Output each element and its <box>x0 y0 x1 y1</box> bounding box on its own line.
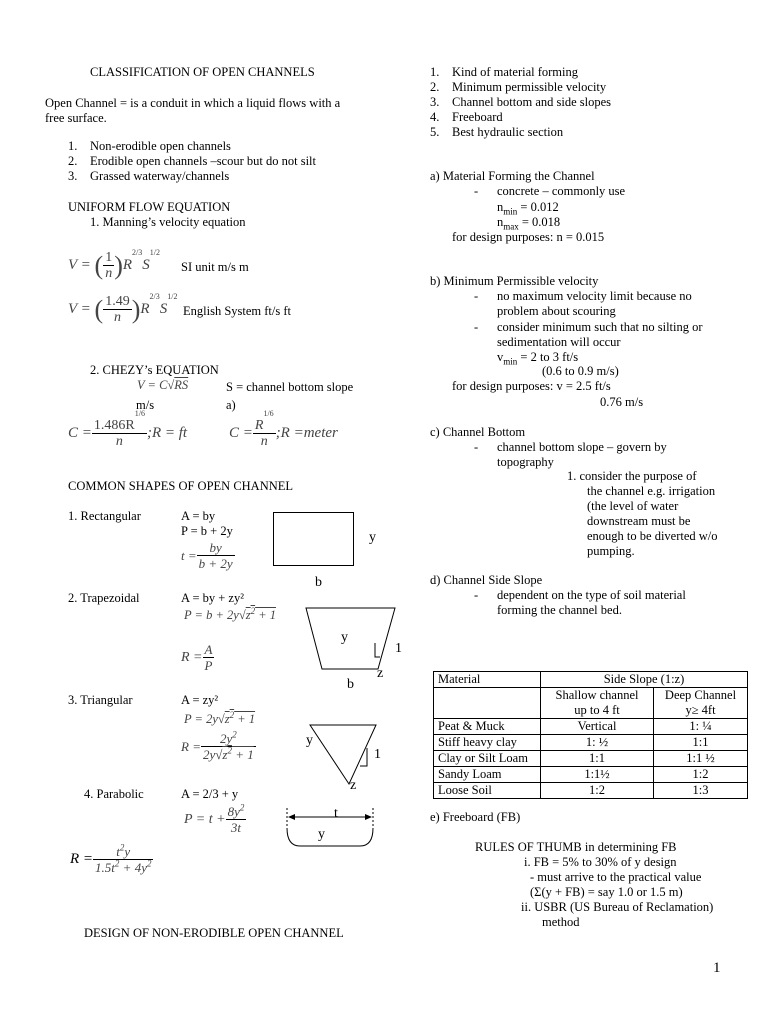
velocity-line-2b: sedimentation will occur <box>497 335 621 349</box>
rule-i-2: - must arrive to the practical value <box>530 870 702 884</box>
section-c-heading: c) Channel Bottom <box>430 425 526 439</box>
table-row: Peat & Muck Vertical 1: ¼ <box>434 719 748 735</box>
parabolic-section-diagram <box>284 806 378 850</box>
manning-si-formula: V = ( $\frac{1}{n}$ )$R^{2/3}S^{1/2}$ <box>68 248 160 281</box>
v-design-si: 0.76 m/s <box>600 395 644 409</box>
velocity-line-2: consider minimum such that no silting or <box>497 320 703 334</box>
side-slope-line-1b: forming the channel bed. <box>497 603 622 617</box>
rectangular-top-width: t = $\frac{by}{b + 2y}$ <box>181 540 233 571</box>
dash: - <box>474 440 479 454</box>
slope-definition: S = channel bottom slope <box>226 380 354 394</box>
rect-b-label: b <box>315 575 322 590</box>
rule-ii: ii. USBR (US Bureau of Reclamation) <box>521 900 714 914</box>
manning-english-units: English System ft/s ft <box>183 304 291 318</box>
dash: - <box>474 289 479 303</box>
list-item: 3. Grassed waterway/channels <box>68 169 230 183</box>
triangular-perimeter: $P = 2y√z^2 + 1$ <box>184 709 256 726</box>
section-e-heading: e) Freeboard (FB) <box>430 810 521 824</box>
rectangular-section-diagram <box>272 511 356 568</box>
manning-si-units: SI unit m/s m <box>181 260 249 274</box>
chezy-a: a) <box>226 398 236 412</box>
dash: - <box>474 320 479 334</box>
concrete-line: concrete – commonly use <box>497 184 626 198</box>
parabolic-radius: R = $\frac{t^2y}{1.5t^2 + 4y^2}$ <box>70 842 152 875</box>
section-a-heading: a) Material Forming the Channel <box>430 169 595 183</box>
trapezoidal-section-diagram <box>300 605 400 675</box>
chezy-coefficient-si: C = $\frac{R^{1/6}}{n}$ ;R =meter <box>229 409 338 449</box>
trapezoidal-perimeter: $P = b + 2y√z^2 + 1$ <box>184 605 277 622</box>
n-max: $n_{max} = 0.018$ <box>497 215 561 232</box>
list-item: 4. Freeboard <box>430 110 503 124</box>
table-row <box>434 688 748 719</box>
rectangular-area: A = by <box>181 509 216 523</box>
section-d-heading: d) Channel Side Slope <box>430 573 543 587</box>
triangular-label: 3. Triangular <box>68 693 133 707</box>
table-row: Stiff heavy clay 1: ½ 1:1 <box>434 735 748 751</box>
hydraulic-radius: R = $\frac{A}{P}$ <box>181 642 213 673</box>
chezy-coefficient-english: C = $\frac{1.486R^{1/6}}{n}$ ;R = ft <box>68 409 188 449</box>
tri-one-label: 1 <box>374 747 381 762</box>
n-design: for design purposes: n = 0.015 <box>452 230 605 244</box>
manning-english-formula: V = ( $\frac{1.49}{n}$ )$R^{2/3}S^{1/2}$ <box>68 292 178 325</box>
bottom-sub-4: downstream must be <box>587 514 691 528</box>
bottom-sub-2: the channel e.g. irrigation <box>587 484 716 498</box>
design-factors-list <box>430 65 611 140</box>
bottom-sub-6: pumping. <box>587 544 635 558</box>
side-slope-line-1: dependent on the type of soil material <box>497 588 686 602</box>
bottom-sub-1: 1. consider the purpose of <box>567 469 697 483</box>
bottom-sub-5: enough to be diverted w/o <box>587 529 718 543</box>
table-row: Loose Soil 1:2 1:3 <box>434 783 748 799</box>
list-item: 3. Channel bottom and side slopes <box>430 95 612 109</box>
definition-line-2: free surface. <box>45 111 107 125</box>
parabolic-perimeter: P = t + $\frac{8y^2}{3t}$ <box>184 802 245 835</box>
side-slope-table <box>433 671 748 799</box>
definition-line-1: Open Channel = is a conduit in which a liquid flows with a <box>45 96 341 110</box>
triangular-radius: R = $\frac{2y^2}{2y√z^2 + 1}$ <box>181 729 254 762</box>
chezy-formula: V = C√RS <box>137 378 189 392</box>
dash: - <box>474 588 479 602</box>
n-min: $n_{min} = 0.012$ <box>497 200 559 217</box>
chezy-item: 2. CHEZY’s EQUATION <box>90 363 219 377</box>
v-min-si: (0.6 to 0.9 m/s) <box>542 364 619 378</box>
para-y-label: y <box>318 827 325 842</box>
list-item: 5. Best hydraulic section <box>430 125 564 139</box>
v-design: for design purposes: v = 2.5 ft/s <box>452 379 611 393</box>
list-item: 1. Kind of material forming <box>430 65 579 79</box>
shapes-heading: COMMON SHAPES OF OPEN CHANNEL <box>68 479 294 493</box>
rectangular-label: 1. Rectangular <box>68 509 141 523</box>
trap-one-label: 1 <box>395 641 402 656</box>
velocity-line-1b: problem about scouring <box>497 304 616 318</box>
table-row: Clay or Silt Loam 1:1 1:1 ½ <box>434 751 748 767</box>
page-number: 1 <box>713 960 721 976</box>
table-header-shallow: Shallow channel up to 4 ft <box>541 688 654 719</box>
bottom-line-1b: topography <box>497 455 554 469</box>
bottom-line-1: channel bottom slope – govern by <box>497 440 667 454</box>
para-t-label: t <box>334 806 338 821</box>
trapezoidal-label: 2. Trapezoidal <box>68 591 140 605</box>
table-header-side-slope: Side Slope (1:z) <box>541 672 748 688</box>
v-min: $v_{min} = 2$ to 3 ft/s <box>497 350 579 367</box>
trapezoidal-area: A = by + zy² <box>181 591 244 605</box>
section-b-heading: b) Minimum Permissible velocity <box>430 274 599 288</box>
rule-i-3: (Σ(y + FB) = say 1.0 or 1.5 m) <box>530 885 683 899</box>
tri-z-label: z <box>350 778 357 793</box>
classification-list <box>68 139 316 184</box>
parabolic-label: 4. Parabolic <box>84 787 144 801</box>
velocity-line-1: no maximum velocity limit because no <box>497 289 692 303</box>
trap-y-label: y <box>341 630 348 645</box>
bottom-sub-3: (the level of water <box>587 499 679 513</box>
trap-b-label: b <box>347 677 354 692</box>
manning-item: 1. Manning’s velocity equation <box>90 215 246 229</box>
table-header-deep: Deep Channel y≥ 4ft <box>654 688 748 719</box>
rectangular-perimeter: P = b + 2y <box>181 524 233 538</box>
uniform-flow-heading: UNIFORM FLOW EQUATION <box>68 200 231 214</box>
chezy-units: m/s <box>136 398 155 412</box>
parabolic-area: A = 2/3 + y <box>181 787 239 801</box>
list-item: 2. Erodible open channels –scour but do not silt <box>68 154 317 168</box>
list-item: 2. Minimum permissible velocity <box>430 80 607 94</box>
tri-y-label: y <box>306 733 313 748</box>
rect-y-label: y <box>369 530 376 545</box>
triangular-section-diagram <box>305 722 380 787</box>
rule-ii-2: method <box>542 915 580 929</box>
dash: - <box>474 184 479 198</box>
trap-z-label: z <box>377 666 384 681</box>
triangular-area: A = zy² <box>181 693 219 707</box>
table-row <box>434 672 748 688</box>
list-item: 1. Non-erodible open channels <box>68 139 231 153</box>
rule-i: i. FB = 5% to 30% of y design <box>524 855 677 869</box>
table-header-material: Material <box>434 672 541 688</box>
rules-heading: RULES OF THUMB in determining FB <box>475 840 677 854</box>
design-heading: DESIGN OF NON-ERODIBLE OPEN CHANNEL <box>84 926 344 940</box>
page-title: CLASSIFICATION OF OPEN CHANNELS <box>90 65 315 79</box>
table-row: Sandy Loam 1:1½ 1:2 <box>434 767 748 783</box>
